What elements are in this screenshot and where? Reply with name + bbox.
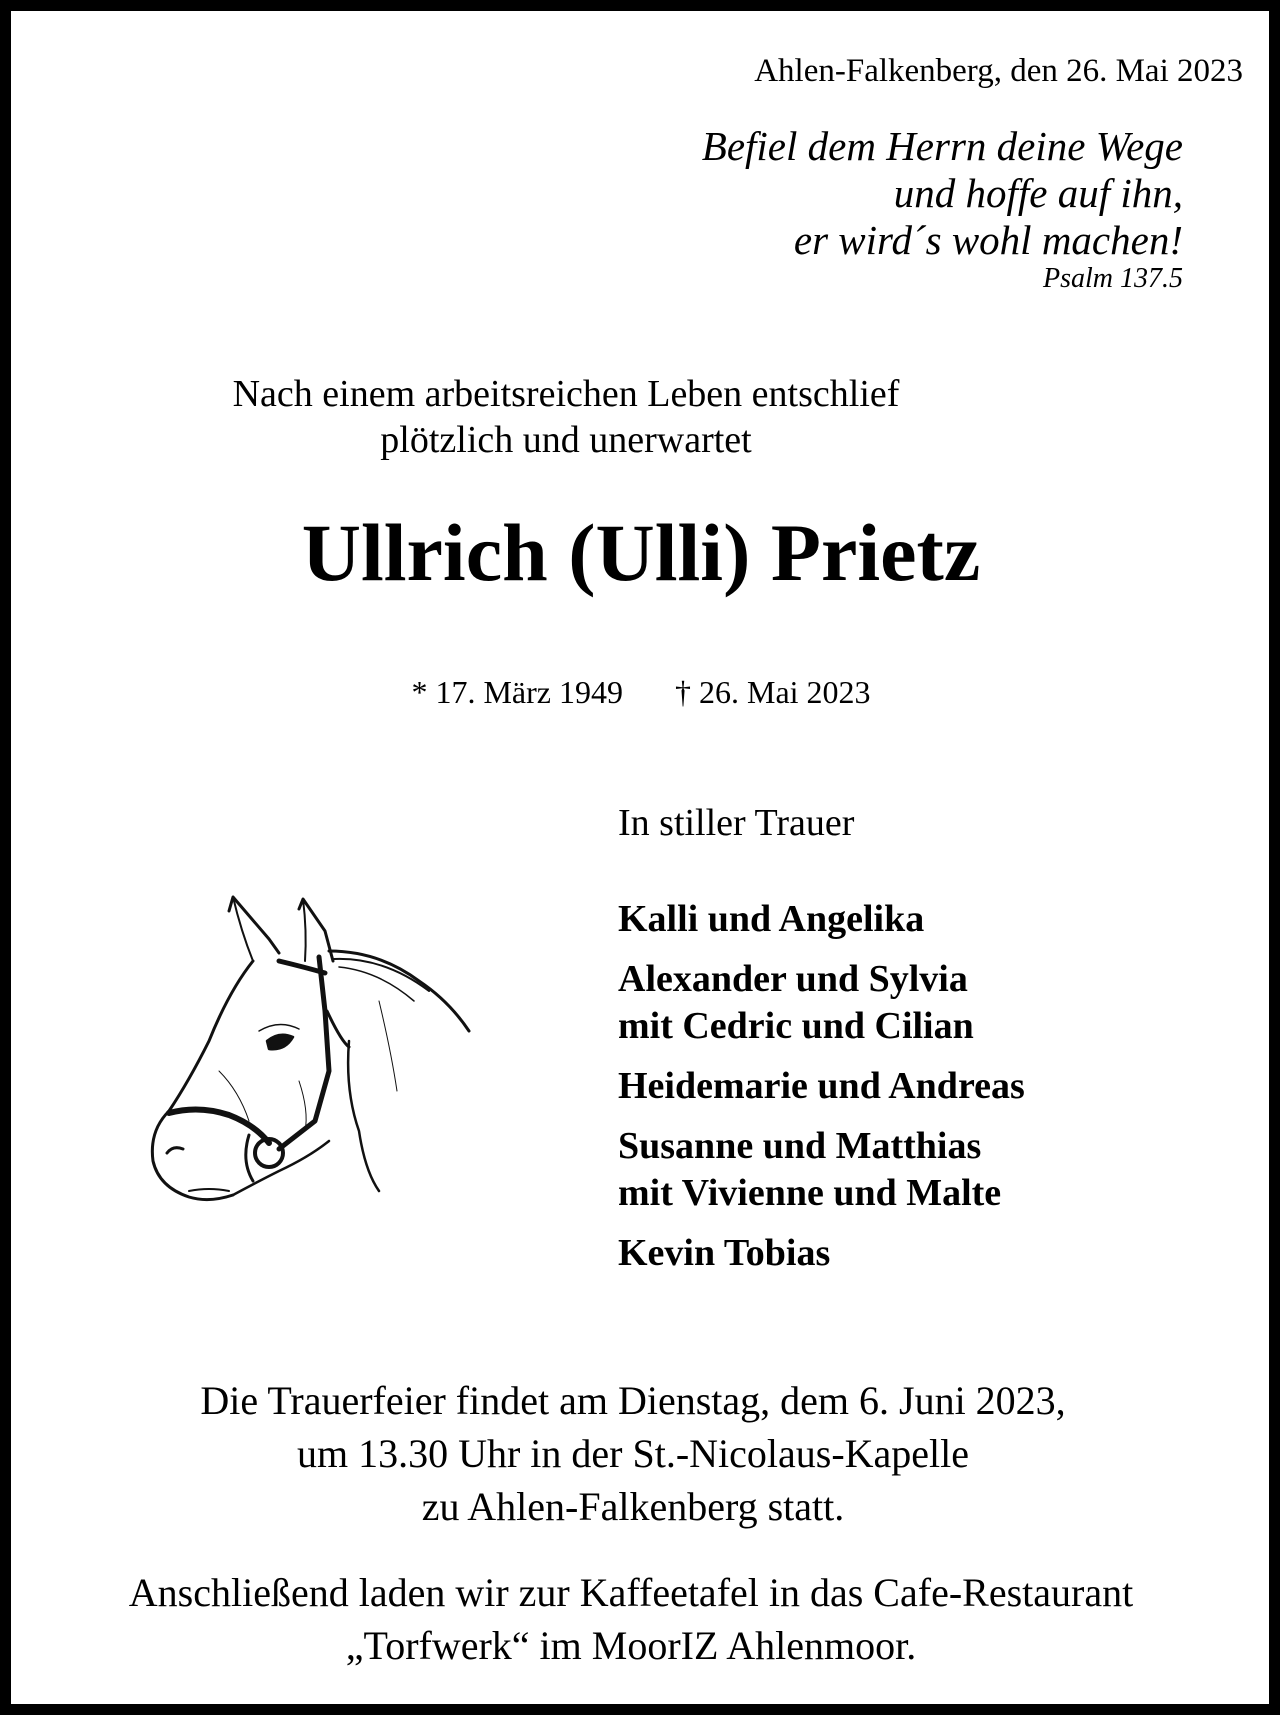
family-member-line: Susanne und Matthias (618, 1125, 982, 1167)
place-date: Ahlen-Falkenberg, den 26. Mai 2023 (754, 53, 1243, 89)
birth-date: * 17. März 1949 (411, 674, 623, 710)
intro-text (11, 371, 1280, 463)
family-member-line: mit Cedric und Cilian (618, 1005, 974, 1047)
death-date: † 26. Mai 2023 (674, 674, 871, 710)
family-group (618, 956, 1025, 1050)
service-info (11, 1374, 1280, 1533)
family-member-line: Kevin Tobias (618, 1232, 831, 1274)
family-member-line: Alexander und Sylvia (618, 958, 968, 1000)
reception-info (11, 1566, 1280, 1672)
service-line: um 13.30 Uhr in der St.-Nicolaus-Kapelle (296, 1431, 970, 1476)
family-member-line: mit Vivienne und Malte (618, 1172, 1002, 1214)
psalm-line: und hoffe auf ihn, (893, 170, 1183, 216)
mourning-heading: In stiller Trauer (618, 802, 855, 844)
psalm-quote (702, 123, 1183, 296)
intro-line: Nach einem arbeitsreichen Leben entschlief (232, 373, 900, 415)
family-group (618, 1123, 1025, 1217)
reception-line: „Torfwerk“ im MoorIZ Ahlenmoor. (345, 1623, 917, 1668)
reception-line: Anschließend laden wir zur Kaffeetafel in das Cafe-Restaurant (128, 1570, 1134, 1615)
horse-head-drawing-icon (129, 891, 519, 1231)
psalm-line: er wird´s wohl machen! (793, 217, 1183, 263)
family-group (618, 1063, 1025, 1110)
family-member-line: Kalli und Angelika (618, 898, 925, 940)
psalm-line: Befiel dem Herrn deine Wege (701, 123, 1183, 169)
family-group (618, 896, 1025, 943)
family-group (618, 1230, 1025, 1277)
psalm-reference: Psalm 137.5 (1043, 263, 1183, 294)
family-list (618, 896, 1025, 1290)
service-line: zu Ahlen-Falkenberg statt. (421, 1484, 845, 1529)
deceased-name: Ullrich (Ulli) Prietz (301, 507, 981, 598)
intro-line: plötzlich und unerwartet (380, 419, 752, 461)
family-member-line: Heidemarie und Andreas (618, 1065, 1025, 1107)
life-dates (11, 674, 1271, 711)
service-line: Die Trauerfeier findet am Dienstag, dem 6. Juni 2023, (200, 1378, 1066, 1423)
